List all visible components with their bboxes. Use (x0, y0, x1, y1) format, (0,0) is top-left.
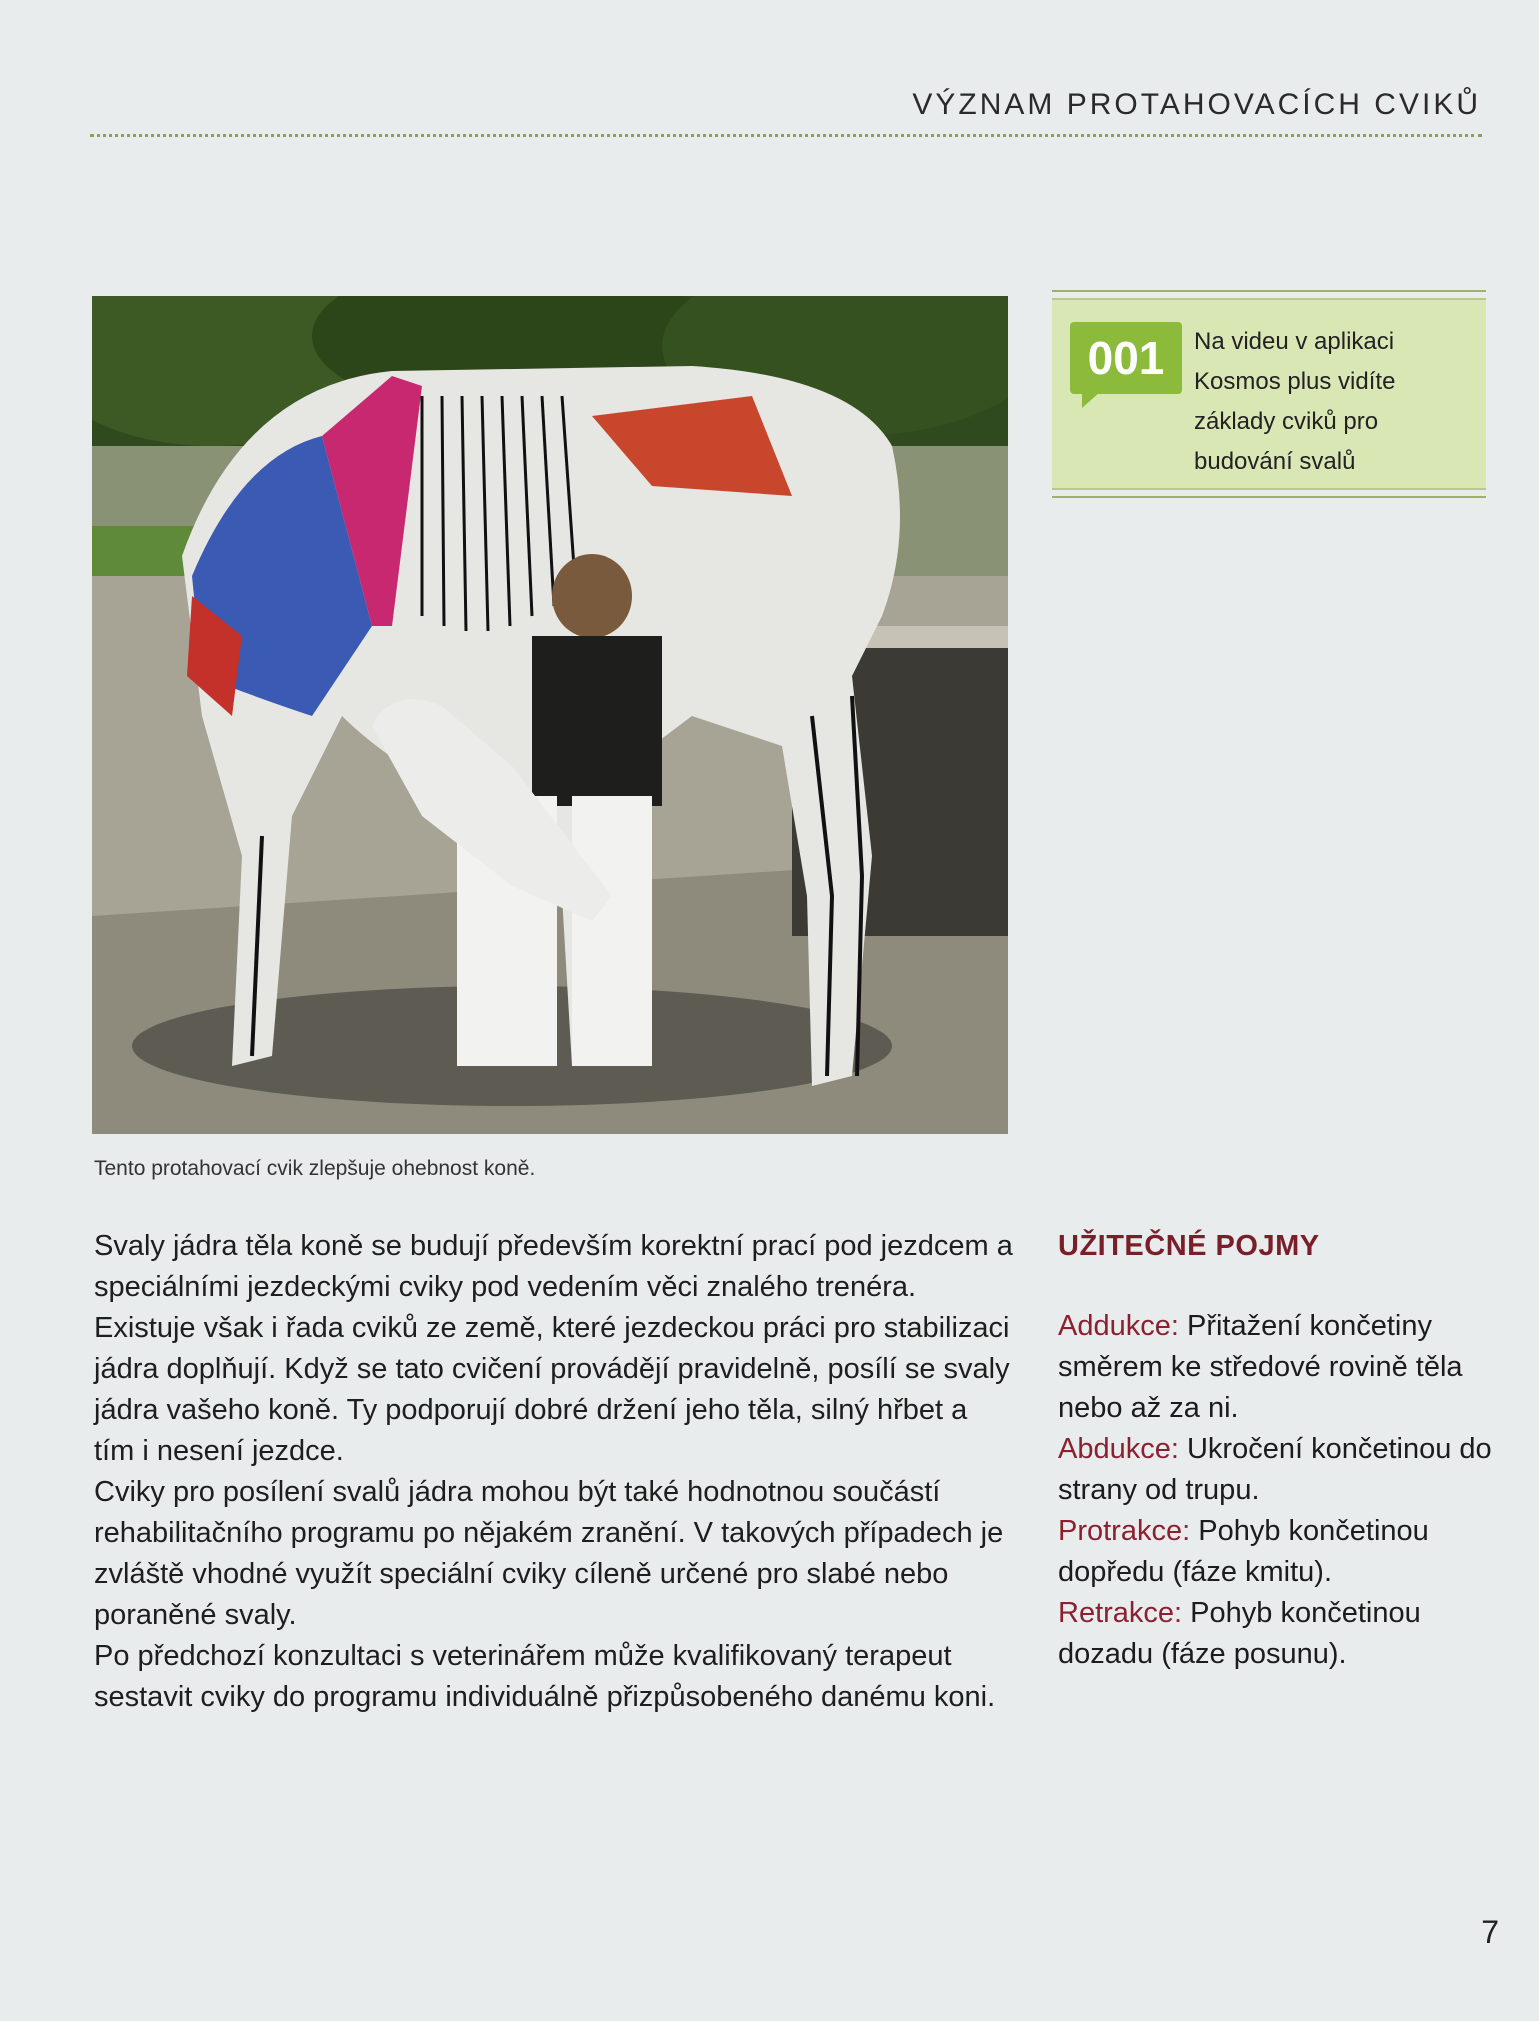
badge-speech-tail (1082, 392, 1100, 408)
paragraph: Cviky pro posílení svalů jádra mohou být také hodnotnou součástí rehabilitačního programu po nějakém zranění. V takových případech je zvláště vhodné využít speciální cviky cíleně určené pro slabé nebo poraněné svaly. (94, 1476, 1004, 1631)
term-name: Addukce: (1058, 1310, 1179, 1342)
term-definition: Pohyb končetinou dozadu (fáze posunu). (1058, 1597, 1421, 1670)
term-name: Protrakce: (1058, 1515, 1191, 1547)
page-number: 7 (1481, 1914, 1499, 1950)
running-header: VÝZNAM PROTAHOVACÍCH CVIKŮ (912, 88, 1481, 121)
horse-stretch-photo (92, 296, 1008, 1134)
term-name: Abdukce: (1058, 1433, 1179, 1465)
term-definition: Přitažení končetiny směrem ke středové rovině těla nebo až za ni. (1058, 1310, 1463, 1424)
term-item (1058, 1593, 1498, 1675)
video-info-box (1052, 298, 1486, 490)
video-number-badge: 001 (1070, 322, 1182, 394)
term-item (1058, 1511, 1498, 1593)
figure-caption: Tento protahovací cvik zlepšuje ohebnost koně. (94, 1157, 536, 1180)
paragraph: Po předchozí konzultaci s veterinářem může kvalifikovaný terapeut sestavit cviky do programu individuálně přizpůsobeného danému koni. (94, 1640, 996, 1713)
term-name: Retrakce: (1058, 1597, 1183, 1629)
term-item (1058, 1306, 1498, 1429)
useful-terms-sidebar (1058, 1226, 1498, 1675)
paragraph: Svaly jádra těla koně se budují především korektní prací pod jezdcem a speciálními jezdeckými cviky pod vedením věci znalého trenéra. Existuje však i řada cviků ze země, které jezdeckou práci pro stabilizaci jádra doplňují. Když se tato cvičení provádějí pravidelně, posílí se svaly jádra vašeho koně. Ty podporují dobré držení jeho těla, silný hřbet a tím i nesení jezdce. (94, 1230, 1013, 1467)
term-definition: Pohyb končetinou dopředu (fáze kmitu). (1058, 1515, 1429, 1588)
terms-title: UŽITEČNÉ POJMY (1058, 1230, 1320, 1262)
term-definition: Ukročení končetinou do strany od trupu. (1058, 1433, 1492, 1506)
video-info-text: Na videu v aplikaci Kosmos plus vidíte základy cviků pro budování svalů (1194, 328, 1396, 475)
header-dotted-rule (90, 134, 1482, 137)
term-item (1058, 1429, 1498, 1511)
body-text (94, 1226, 1014, 1718)
